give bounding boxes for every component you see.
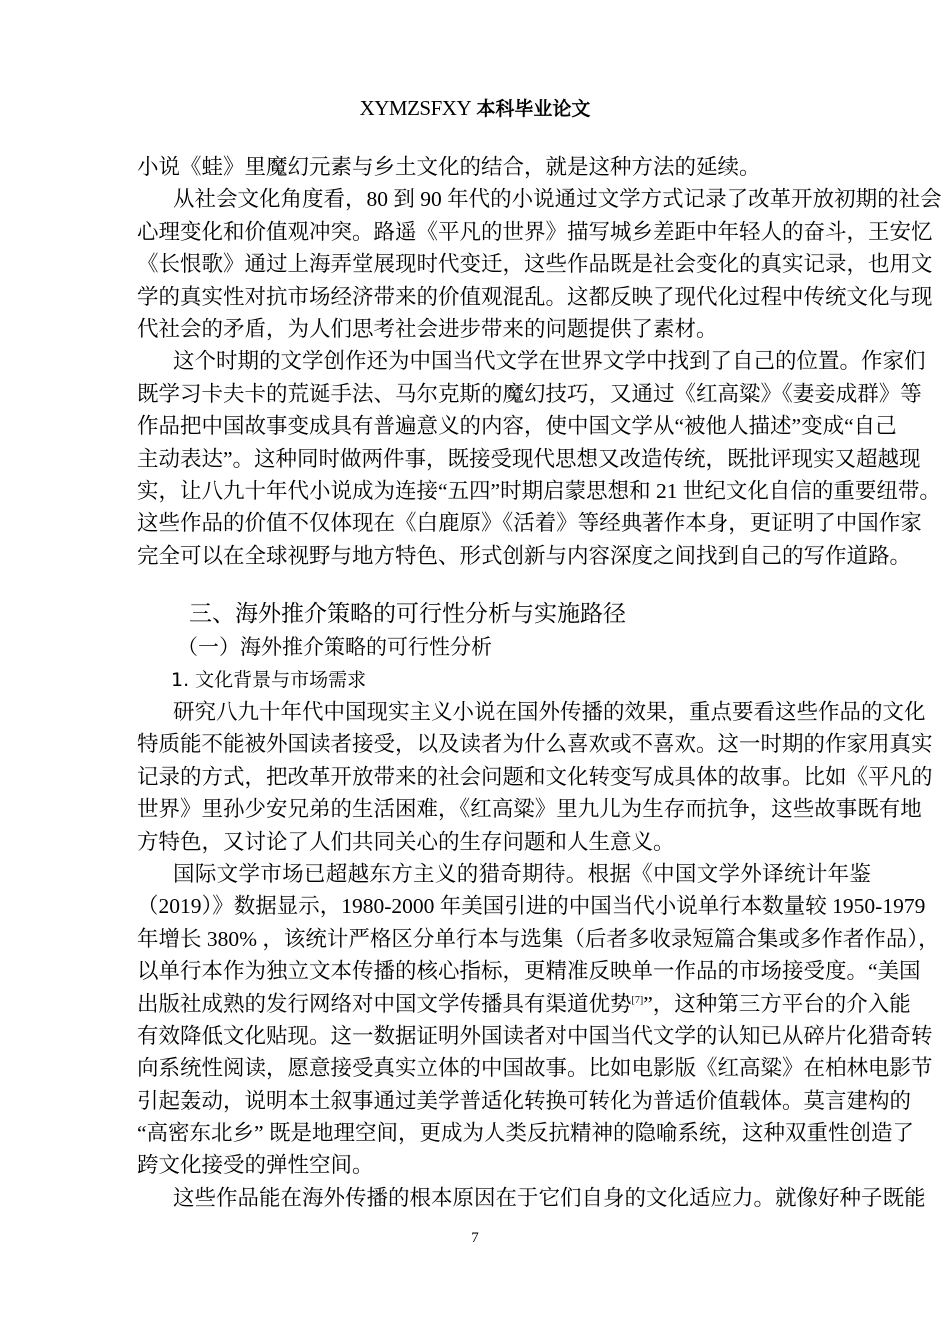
text-line: 引起轰动，说明本土叙事通过美学普适化转换可转化为普适价值载体。莫言建构的: [137, 1088, 912, 1113]
text-line: 从社会文化角度看，80 到 90 年代的小说通过文学方式记录了改革开放初期的社会: [173, 187, 942, 212]
text-line: 跨文化接受的弹性空间。: [137, 1153, 374, 1178]
text-line: 世界》里孙少安兄弟的生活困难，《红高粱》里九儿为生存而抗争，这些故事既有地: [137, 797, 922, 822]
text-line: 这个时期的文学创作还为中国当代文学在世界文学中找到了自己的位置。作家们: [173, 349, 926, 374]
header-title: 本科毕业论文: [476, 98, 591, 120]
header-school-code: XYMZSFXY: [359, 96, 472, 120]
text-line: 有效降低文化贴现。这一数据证明外国读者对中国当代文学的认知已从碎片化猎奇转: [137, 1023, 933, 1048]
subsubsection-heading: 1. 文化背景与市场需求: [171, 669, 367, 691]
text-line: “高密东北乡” 既是地理空间，更成为人类反抗精神的隐喻系统，这种双重性创造了: [137, 1121, 914, 1146]
body-text-bottom: [137, 696, 940, 1214]
section-headings: [137, 598, 871, 696]
text-segment: ”，这种第三方平台的介入能: [643, 991, 911, 1016]
text-line: 《长恨歌》通过上海弄堂展现时代变迁，这些作品既是社会变化的真实记录，也用文: [137, 252, 933, 277]
body-text-top: [137, 151, 942, 572]
text-segment: 出版社成熟的发行网络对中国文学传播具有渠道优势: [137, 991, 632, 1016]
text-line: 方特色，又讨论了人们共同关心的生存问题和人生意义。: [137, 829, 675, 854]
text-line: 向系统性阅读，愿意接受真实立体的中国故事。比如电影版《红高粱》在柏林电影节: [137, 1056, 933, 1081]
text-line: 代社会的矛盾，为人们思考社会进步带来的问题提供了素材。: [137, 316, 718, 341]
text-line: 年增长 380% ，该统计严格区分单行本与选集（后者多收录短篇合集或多作者作品），: [137, 926, 940, 951]
subsection-heading: （一）海外推介策略的可行性分析: [177, 635, 492, 659]
section-heading: 三、海外推介策略的可行性分析与实施路径: [189, 601, 626, 627]
text-line: 实，让八九十年代小说成为连接“五四”时期启蒙思想和 21 世纪文化自信的重要纽带。: [137, 478, 941, 503]
text-line: 完全可以在全球视野与地方特色、形式创新与内容深度之间找到自己的写作道路。: [137, 543, 912, 568]
text-line: 学的真实性对抗市场经济带来的价值观混乱。这都反映了现代化过程中传统文化与现: [137, 284, 933, 309]
text-line: 国际文学市场已超越东方主义的猎奇期待。根据《中国文学外译统计年鉴: [173, 861, 871, 886]
text-line: 这些作品的价值不仅体现在《白鹿原》《活着》等经典著作本身，更证明了中国作家: [137, 511, 922, 536]
text-line: [137, 988, 911, 1020]
text-line: 心理变化和价值观冲突。路遥《平凡的世界》描写城乡差距中年轻人的奋斗，王安忆: [137, 219, 933, 244]
text-line: （2019）》数据显示，1980-2000 年美国引进的中国当代小说单行本数量较 1950-1979: [137, 894, 926, 919]
text-line: 作品把中国故事变成具有普遍意义的内容，使中国文学从“被他人描述”变成“自己: [137, 414, 897, 439]
text-line: 以单行本作为独立文本传播的核心指标，更精准反映单一作品的市场接受度。“美国: [137, 959, 921, 984]
page-number: 7: [471, 1230, 479, 1246]
text-line: 小说《蛙》里魔幻元素与乡土文化的结合，就是这种方法的延续。: [137, 155, 761, 179]
text-line: 这些作品能在海外传播的根本原因在于它们自身的文化适应力。就像好种子既能: [173, 1185, 926, 1210]
text-line: 记录的方式，把改革开放带来的社会问题和文化转变写成具体的故事。比如《平凡的: [137, 764, 933, 789]
citation-ref[interactable]: [7]: [631, 994, 644, 1006]
text-line: 主动表达”。这种同时做两件事，既接受现代思想又改造传统，既批评现实又超越现: [137, 446, 921, 471]
page-header: [0, 92, 950, 125]
text-line: 研究八九十年代中国现实主义小说在国外传播的效果，重点要看这些作品的文化: [173, 700, 926, 724]
text-line: 既学习卡夫卡的荒诞手法、马尔克斯的魔幻技巧，又通过《红高粱》《妻妾成群》等: [137, 381, 922, 406]
text-line: 特质能不能被外国读者接受，以及读者为什么喜欢或不喜欢。这一时期的作家用真实: [137, 732, 933, 757]
